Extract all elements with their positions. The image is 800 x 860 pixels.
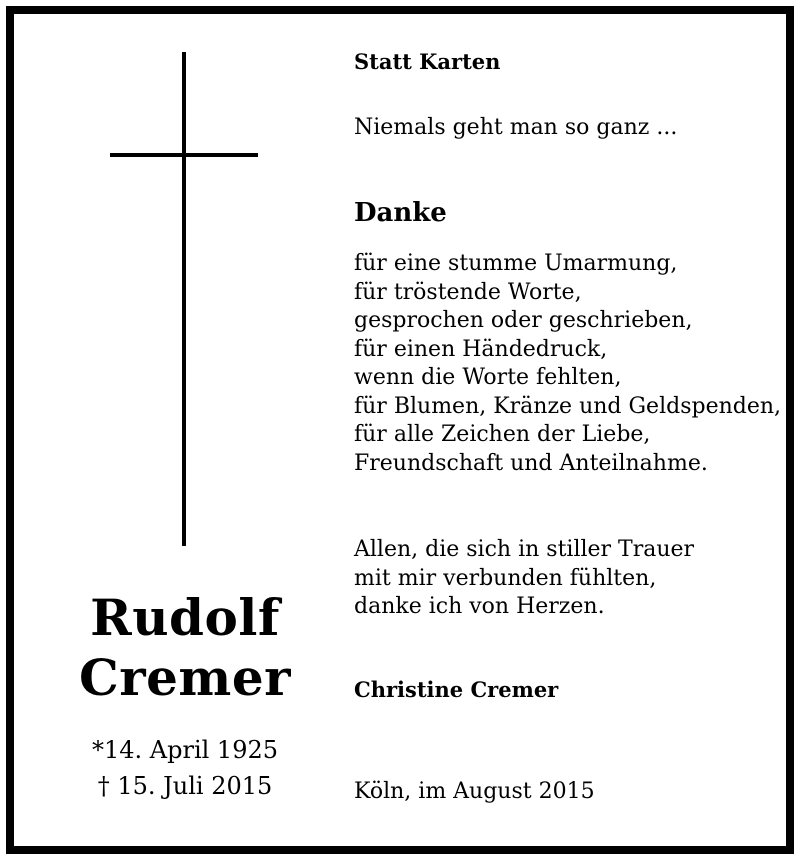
poem-line: für einen Händedruck, [354, 336, 608, 362]
cross-vertical-bar [182, 52, 186, 546]
intro-text: Niemals geht man so ganz ... [354, 115, 678, 140]
danke-heading: Danke [354, 198, 447, 228]
birth-date: *14. April 1925 [91, 736, 279, 764]
poem-line: für eine stumme Umarmung, [354, 251, 678, 276]
poem-line: Freundschaft und Anteilnahme. [354, 450, 708, 476]
poem-line: für Blumen, Kränze und Geldspenden, [354, 393, 782, 419]
closing-line: mit mir verbunden fühlten, [354, 565, 657, 591]
cross-icon [110, 52, 258, 546]
life-dates [60, 732, 310, 804]
cross-horizontal-bar [110, 153, 258, 157]
header-text: Statt Karten [354, 49, 501, 74]
place-date: Köln, im August 2015 [354, 779, 595, 804]
death-date: † 15. Juli 2015 [97, 772, 273, 800]
closing-text [354, 536, 774, 622]
deceased-name [60, 588, 310, 708]
gratitude-poem [354, 250, 782, 478]
signature: Christine Cremer [354, 677, 559, 702]
deceased-first-name: Rudolf [90, 588, 280, 647]
poem-line: gesprochen oder geschrieben, [354, 308, 693, 333]
poem-line: für alle Zeichen der Liebe, [354, 422, 651, 447]
closing-line: danke ich von Herzen. [354, 594, 605, 619]
deceased-last-name: Cremer [78, 648, 291, 707]
closing-line: Allen, die sich in stiller Trauer [354, 537, 695, 562]
poem-line: wenn die Worte fehlten, [354, 365, 622, 390]
poem-line: für tröstende Worte, [354, 279, 582, 305]
